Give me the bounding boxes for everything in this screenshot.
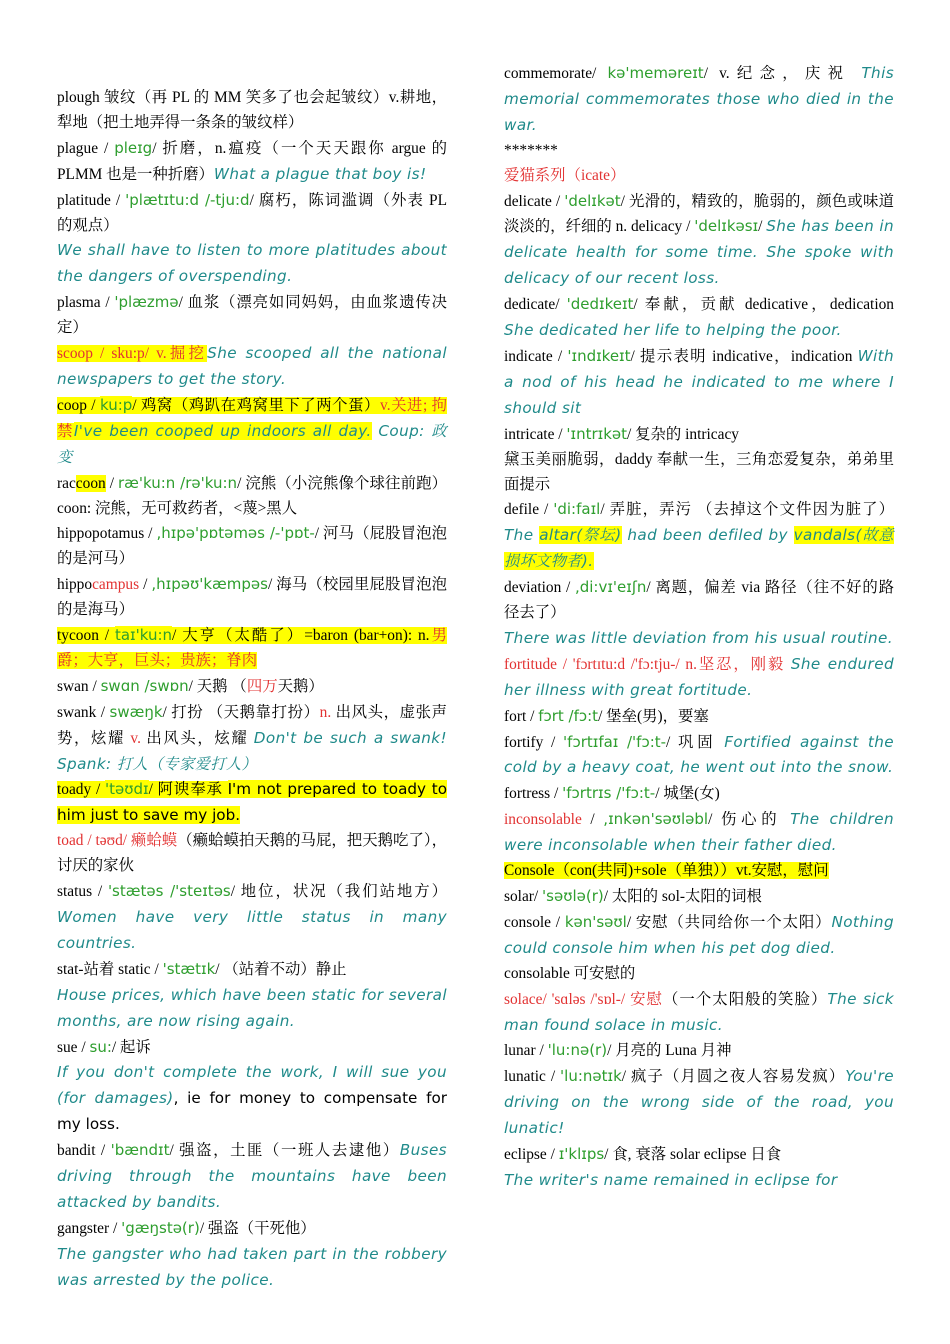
entry-text-segment: The sick man found solace in music. bbox=[504, 989, 894, 1034]
vocab-entry bbox=[504, 987, 894, 1039]
entry-text-segment: 'fɔrtɪfaɪ /'fɔ:t- bbox=[563, 732, 667, 751]
entry-text-segment: ræ'ku:n /rə'ku:n bbox=[117, 473, 238, 492]
entry-text-segment: kə'meməreɪt bbox=[607, 64, 704, 82]
entry-text-segment: tycoon / bbox=[57, 627, 115, 645]
entry-text-segment: ,ɪnkən'səʊləbl bbox=[603, 810, 709, 829]
vocab-entry bbox=[57, 674, 447, 700]
entry-text-segment: Coup: 政变 bbox=[57, 421, 447, 466]
entry-text-segment: solar/ bbox=[504, 888, 543, 905]
entry-text-segment: 'gæŋstə(r) bbox=[121, 1218, 200, 1237]
vocab-entry bbox=[57, 1060, 447, 1138]
vocab-entry bbox=[57, 572, 447, 623]
entry-text-segment: intricate / bbox=[504, 425, 567, 443]
entry-text-segment: v.关进; 拘禁 bbox=[57, 396, 448, 440]
vocab-entry bbox=[504, 652, 894, 704]
vocab-entry bbox=[504, 704, 894, 730]
entry-text-segment: 'stætəs /'steɪtəs bbox=[107, 882, 231, 901]
entry-text-segment: She endured her illness with great fortitude. bbox=[504, 654, 894, 699]
vocab-entry bbox=[504, 1168, 894, 1194]
entry-text-segment: / 城堡(女) bbox=[655, 785, 720, 803]
vocab-entry bbox=[57, 829, 447, 879]
entry-text-segment: 'delɪkəsɪ bbox=[694, 217, 759, 236]
entry-text-segment: If you don't complete the work, I will sue you (for damages) bbox=[57, 1063, 447, 1108]
entry-text-segment: defile / bbox=[504, 501, 554, 519]
vocab-entry bbox=[504, 962, 894, 987]
entry-text-segment: fortress / bbox=[504, 785, 563, 803]
vocab-entry bbox=[504, 781, 894, 807]
entry-text-segment: / 堡垒(男)，要塞 bbox=[598, 707, 709, 725]
entry-text-segment: / 离题，偏差 via 路径（往不好的路径去了） bbox=[504, 579, 894, 622]
entry-text-segment: bandit / bbox=[57, 1142, 111, 1160]
vocab-entry bbox=[504, 497, 894, 575]
entry-text-segment: Fortified against the cold by a heavy coat, he went out into the snow. bbox=[504, 732, 894, 777]
vocab-entry bbox=[57, 879, 447, 957]
entry-text-segment: This memorial commemorates those who died in the war. bbox=[504, 64, 895, 134]
entry-text-segment: 'stætɪk bbox=[162, 959, 216, 978]
entry-text-segment: / 起诉 bbox=[111, 1038, 151, 1056]
entry-text-segment: taɪ'ku:n bbox=[114, 626, 173, 645]
entry-text-segment: 'təʊdɪ bbox=[104, 780, 149, 799]
entry-text-segment: / 浣熊（小浣熊像个球往前跑）coon: 浣熊，无可救药者，<蔑>黑人 bbox=[57, 474, 448, 517]
vocab-entry bbox=[57, 1138, 447, 1216]
vocab-entry bbox=[504, 575, 894, 626]
vocab-entry bbox=[57, 188, 447, 239]
entry-text-segment: hippopotamus / bbox=[57, 525, 157, 543]
entry-text-segment: / 打扮 （天鹅靠打扮） bbox=[162, 703, 320, 721]
entry-text-segment: She dedicated her life to helping the poor. bbox=[504, 321, 842, 340]
entry-text-segment: coon bbox=[75, 474, 106, 492]
vocab-entry bbox=[57, 136, 447, 188]
entry-text-segment: The writer's name remained in eclipse for bbox=[504, 1170, 838, 1189]
entry-text-segment: / 强盗（干死他） bbox=[199, 1219, 316, 1237]
entry-text-segment: Console（con(共同)+sole（单独））vt.安慰，慰问 bbox=[504, 862, 829, 880]
right-column bbox=[504, 61, 894, 1194]
entry-text-segment: plague / bbox=[57, 139, 115, 157]
vocab-entry bbox=[504, 139, 894, 164]
vocab-entry bbox=[504, 1064, 894, 1142]
entry-text-segment: coop / bbox=[57, 396, 100, 414]
vocab-entry bbox=[57, 1216, 447, 1242]
entry-text-segment: There was little deviation from his usual routine. bbox=[504, 628, 894, 647]
entry-text-segment: su: bbox=[89, 1037, 112, 1056]
entry-text-segment: 出风头，炫耀 bbox=[140, 729, 254, 747]
entry-text-segment: deviation / bbox=[504, 579, 575, 597]
entry-text-segment: / 弄脏，弄污 （去掉这个文件因为脏了） bbox=[600, 501, 894, 519]
entry-text-segment: The children were inconsolable when their father died. bbox=[504, 810, 894, 855]
entry-text-segment: 'dedɪkeɪt bbox=[566, 295, 634, 314]
entry-text-segment: Don't be such a swank! Spank: 打人（专家爱打人） bbox=[57, 728, 447, 773]
entry-text-segment: With a nod of his head he indicated to me where I should sit bbox=[504, 346, 894, 417]
vocab-entry bbox=[504, 884, 894, 910]
vocab-entry bbox=[504, 422, 894, 448]
vocab-entry bbox=[504, 61, 894, 139]
entry-text-segment: 天鹅） bbox=[277, 677, 324, 695]
entry-text-segment: House prices, which have been static for several months, are now rising again. bbox=[57, 985, 447, 1030]
entry-text-segment: Women have very little status in many countries. bbox=[57, 908, 447, 952]
entry-text-segment: kən'səʊl bbox=[564, 912, 627, 931]
entry-text-segment: ɪ'klɪps bbox=[558, 1145, 605, 1164]
entry-text-segment: 'səʊlə(r) bbox=[542, 887, 604, 905]
entry-text-segment: Nothing could console him when his pet dog died. bbox=[504, 912, 894, 957]
entry-text-segment: lunar / bbox=[504, 1042, 548, 1060]
entry-text-segment: You're driving on the wrong side of the road, you lunatic! bbox=[504, 1067, 894, 1138]
entry-text-segment: The gangster who had taken part in the robbery was arrested by the police. bbox=[57, 1244, 447, 1289]
vocab-entry bbox=[504, 344, 894, 422]
entry-text-segment: scoop / sku:p/ v.掘挖 bbox=[57, 345, 208, 363]
entry-text-segment: 'lu:nə(r) bbox=[547, 1041, 608, 1060]
entry-text-segment: / 奉献，贡献 dedicative，dedication bbox=[633, 296, 894, 314]
entry-text-segment: plough 皱纹（再 PL 的 MM 笑多了也会起皱纹）v.耕地，犁地（把土地弄得一条条的皱纹样） bbox=[57, 89, 447, 131]
entry-text-segment: console / bbox=[504, 913, 565, 931]
vocab-entry bbox=[57, 238, 447, 290]
entry-text-segment: / 安慰（共同给你一个太阳） bbox=[626, 913, 832, 931]
entry-text-segment: / 海马（校园里屁股冒泡泡的是海马） bbox=[57, 576, 448, 619]
entry-text-segment: 爱猫系列（icate） bbox=[504, 166, 626, 184]
entry-text-segment: / 巩固 bbox=[666, 733, 725, 751]
vocab-entry bbox=[57, 700, 447, 778]
entry-text-segment: status / bbox=[57, 883, 108, 901]
entry-text-segment: / 强盗，土匪（一班人去逮他） bbox=[169, 1142, 400, 1160]
entry-text-segment: gangster / bbox=[57, 1219, 122, 1237]
entry-text-segment: / 疯子（月圆之夜人容易发疯） bbox=[621, 1068, 846, 1086]
vocab-entry bbox=[504, 626, 894, 652]
entry-text-segment: platitude / bbox=[57, 191, 126, 209]
entry-text-segment: solace/ 'sɑləs /'sɒl-/ 安慰 bbox=[504, 990, 663, 1008]
entry-text-segment: / 光滑的，精致的，脆弱的，颜色或味道淡淡的，纤细的 n. delicacy / bbox=[504, 192, 895, 236]
vocab-entry bbox=[504, 910, 894, 962]
entry-text-segment: She scooped all the national newspapers to get the story. bbox=[57, 344, 447, 388]
vocab-entry bbox=[504, 807, 894, 859]
entry-text-segment: （一个太阳般的笑脸） bbox=[662, 990, 828, 1008]
entry-text-segment: 'lu:nətɪk bbox=[560, 1067, 622, 1086]
vocab-entry bbox=[504, 292, 894, 344]
entry-text-segment: / 折磨，n.瘟疫（一个天天跟你 argue 的 PLMM 也是一种折磨） bbox=[57, 139, 448, 183]
entry-text-segment: hippo bbox=[57, 576, 93, 594]
entry-text-segment: / 食, 衰落 solar eclipse 日食 bbox=[604, 1146, 782, 1164]
vocab-entry bbox=[504, 1038, 894, 1064]
entry-text-segment: / 河马（屁股冒泡泡的是河马） bbox=[57, 525, 448, 568]
entry-text-segment: fortitude / 'fɔrtɪtu:d /'fɔ:tju-/ n.坚忍，刚毅 bbox=[504, 655, 791, 673]
entry-text-segment: swan / bbox=[57, 677, 101, 695]
vocab-entry bbox=[504, 1142, 894, 1168]
entry-text-segment: （癞蛤蟆拍天鹅的马屁，把天鹅吃了），讨厌的家伙 bbox=[57, 832, 447, 875]
entry-text-segment: Buses driving through the mountains have been attacked by bandits. bbox=[57, 1141, 447, 1211]
entry-text-segment: vandals(故意损坏文物者). bbox=[504, 526, 895, 571]
entry-text-segment: We shall have to listen to more platitudes about the dangers of overspending. bbox=[57, 241, 447, 286]
vocab-entry bbox=[57, 957, 447, 983]
entry-text-segment: campus bbox=[92, 576, 140, 594]
entry-text-segment: v. bbox=[130, 729, 141, 747]
entry-text-segment: ku:p bbox=[99, 395, 133, 414]
vocab-entry bbox=[504, 189, 894, 293]
vocab-entry bbox=[57, 777, 447, 829]
entry-text-segment: 'bændɪt bbox=[110, 1141, 170, 1160]
entry-text-segment: / （站着不动）静止 bbox=[215, 960, 347, 978]
entry-text-segment: plasma / bbox=[57, 294, 115, 312]
vocab-entry bbox=[504, 164, 894, 189]
vocab-entry bbox=[57, 290, 447, 341]
entry-text-segment: consolable 可安慰的 bbox=[504, 964, 636, 982]
entry-text-segment: 黛玉美丽脆弱，daddy 奉献一生，三角恋爱复杂，弟弟里面提示 bbox=[504, 450, 894, 493]
entry-text-segment: / 月亮的 Luna 月神 bbox=[607, 1042, 732, 1060]
entry-text-segment: n. bbox=[319, 703, 332, 721]
entry-text-segment: 四万 bbox=[246, 677, 278, 695]
entry-text-segment: fort / bbox=[504, 707, 539, 725]
entry-text-segment: ******* bbox=[504, 141, 558, 159]
entry-text-segment: sue / bbox=[57, 1038, 90, 1056]
entry-text-segment: pleɪg bbox=[114, 138, 153, 157]
entry-text-segment: 'ɪndɪkeɪt bbox=[567, 346, 631, 365]
entry-text-segment: / 血浆（漂亮如同妈妈，由血浆遗传决定） bbox=[57, 294, 447, 337]
entry-text-segment: I've been cooped up indoors all day. bbox=[73, 421, 372, 440]
entry-text-segment: had been defiled by bbox=[621, 526, 794, 545]
entry-text-segment: / 提示表明 indicative，indication bbox=[630, 347, 858, 365]
entry-text-segment: stat-站着 static / bbox=[57, 960, 163, 978]
entry-text-segment: 'fɔrtrɪs /'fɔ:t- bbox=[562, 784, 656, 803]
entry-text-segment: / 天鹅 （ bbox=[188, 677, 247, 695]
entry-text-segment: ,hɪpəʊ'kæmpəs bbox=[151, 575, 268, 594]
entry-text-segment: dedicate/ bbox=[504, 296, 567, 314]
entry-text-segment: The bbox=[504, 526, 540, 545]
entry-text-segment: ,hɪpə'pɒtəməs /-'pɒt- bbox=[156, 524, 315, 543]
entry-text-segment: 'di:faɪl bbox=[553, 500, 601, 519]
entry-text-segment: toady / bbox=[57, 781, 105, 799]
entry-text-segment: toad / təʊd/ 癞蛤蟆 bbox=[57, 832, 178, 850]
vocab-entry bbox=[57, 341, 447, 393]
entry-text-segment: / v.纪念，庆祝 bbox=[703, 65, 862, 82]
entry-text-segment: swank / bbox=[57, 703, 110, 721]
entry-text-segment: delicate / bbox=[504, 192, 565, 210]
entry-text-segment: inconsolable bbox=[504, 811, 582, 829]
entry-text-segment: / bbox=[105, 474, 118, 492]
entry-text-segment: / 阿谀奉承 bbox=[148, 781, 228, 799]
entry-text-segment: 'delɪkət bbox=[564, 191, 621, 210]
entry-text-segment: / bbox=[581, 811, 604, 829]
entry-text-segment: What a plague that boy is! bbox=[213, 164, 427, 183]
entry-text-segment: commemorate/ bbox=[504, 65, 608, 82]
entry-text-segment: / bbox=[139, 576, 152, 594]
entry-text-segment: fɔrt /fɔ:t bbox=[538, 706, 599, 725]
entry-text-segment: eclipse / bbox=[504, 1146, 559, 1164]
entry-text-segment: 'plætɪtu:d /-tju:d bbox=[125, 190, 250, 209]
vocab-entry bbox=[57, 983, 447, 1035]
entry-text-segment: 男爵；大亨，巨头；贵族；脊肉 bbox=[57, 627, 447, 669]
vocab-entry bbox=[57, 86, 447, 136]
entry-text-segment: / 鸡窝（鸡趴在鸡窝里下了两个蛋） bbox=[132, 396, 380, 414]
entry-text-segment: ,di:vɪ'eɪʃn bbox=[574, 578, 647, 597]
entry-text-segment: fortify / bbox=[504, 733, 564, 751]
vocab-entry bbox=[57, 1242, 447, 1294]
entry-text-segment: indicate / bbox=[504, 347, 568, 365]
entry-text-segment: She has been in delicate health for some time. She spoke with delicacy of our recent loss. bbox=[504, 217, 895, 288]
entry-text-segment: / 腐朽，陈词滥调（外表 PL 的观点） bbox=[57, 191, 448, 234]
entry-text-segment: / 太阳的 sol-太阳的词根 bbox=[603, 888, 762, 905]
entry-text-segment: lunatic / bbox=[504, 1068, 561, 1086]
entry-text-segment: , ie for money to compensate for my loss. bbox=[57, 1089, 447, 1134]
entry-text-segment: 出风头，虚张声势，炫耀 bbox=[57, 703, 447, 747]
entry-text-segment: / bbox=[758, 218, 767, 236]
vocab-entry bbox=[504, 859, 894, 884]
vocab-entry bbox=[57, 393, 447, 471]
entry-text-segment: swæŋk bbox=[109, 702, 163, 721]
entry-text-segment: rac bbox=[57, 474, 76, 492]
entry-text-segment: altar(祭坛) bbox=[539, 526, 622, 545]
vocab-entry bbox=[57, 471, 447, 522]
left-column bbox=[57, 86, 447, 1294]
vocab-entry bbox=[57, 1035, 447, 1061]
entry-text-segment: I'm not prepared to toady to him just to save my job. bbox=[57, 780, 447, 825]
entry-text-segment: / 大亨（太酷了）=baron (bar+on): n. bbox=[172, 627, 430, 645]
entry-text-segment: swɑn /swɒn bbox=[100, 676, 189, 695]
vocab-entry bbox=[504, 730, 894, 782]
entry-text-segment: / 复杂的 intricacy bbox=[627, 425, 739, 443]
entry-text-segment: 'plæzmə bbox=[114, 293, 179, 312]
entry-text-segment: / 地位，状况（我们站地方） bbox=[230, 883, 447, 901]
entry-text-segment: / 伤心的 bbox=[708, 811, 791, 829]
vocab-entry bbox=[504, 448, 894, 498]
vocab-entry bbox=[57, 623, 447, 674]
vocab-entry bbox=[57, 521, 447, 572]
entry-text-segment: 'ɪntrɪkət bbox=[566, 424, 628, 443]
